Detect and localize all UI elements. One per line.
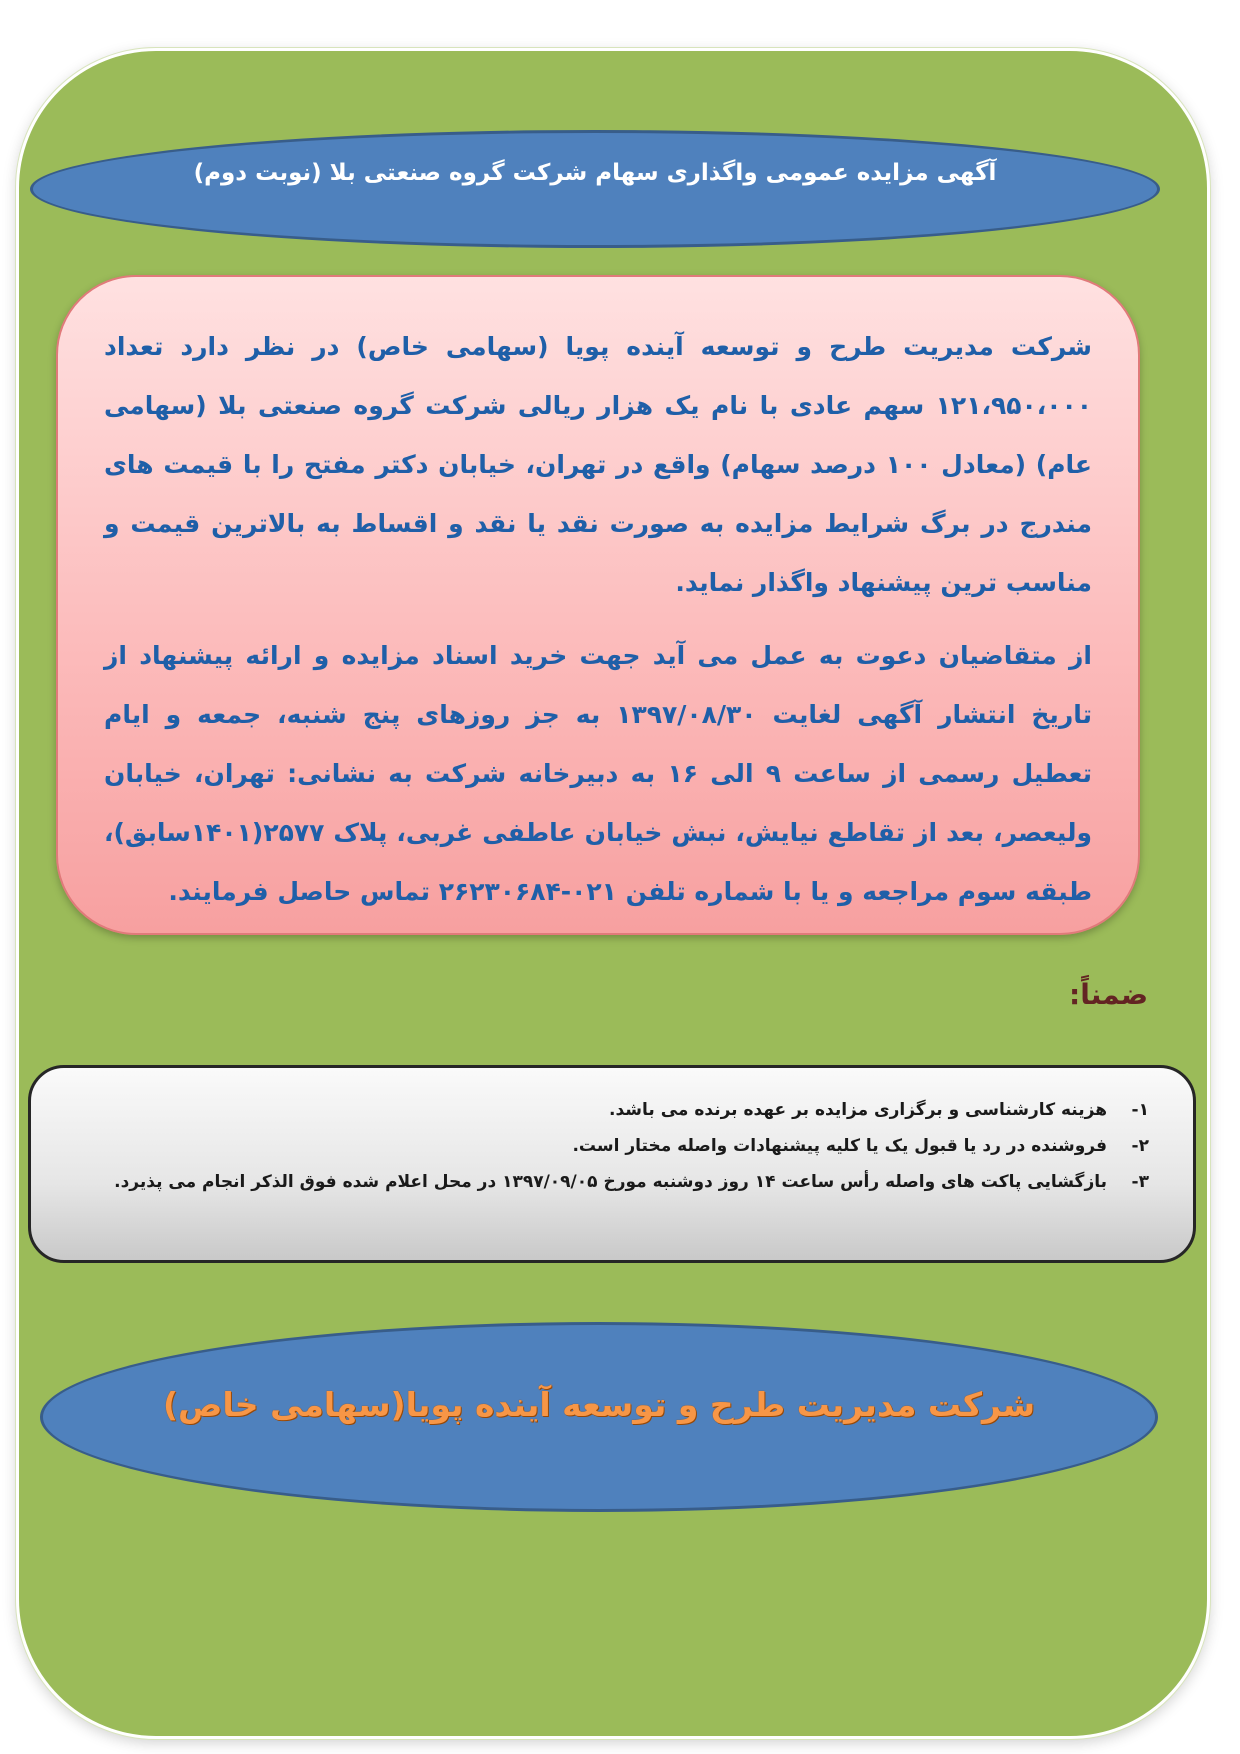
note-number: ۲- xyxy=(1131,1136,1149,1156)
note-number: ۳- xyxy=(1131,1172,1149,1192)
note-text: بازگشایی پاکت های واصله رأس ساعت ۱۴ روز دوشنبه مورخ ۱۳۹۷/۰۹/۰۵ در محل اعلام شده فوق الذکر انجام می پذیرد. xyxy=(114,1172,1107,1192)
note-item xyxy=(61,1164,1149,1200)
announcement-paragraph-2: از متقاضیان دعوت به عمل می آید جهت خرید اسناد مزایده و ارائه پیشنهاد از تاریخ انتشار آگهی لغایت ۱۳۹۷/۰۸/۳۰ به جز روزهای پنج شنبه، جمعه و ایام تعطیل رسمی از ساعت ۹ الی ۱۶ به دبیرخانه شرکت به نشانی: تهران، خیابان ولیعصر، بعد از تقاطع نیایش، نبش خیابان عاطفی غربی، پلاک ۲۵۷۷(۱۴۰۱سابق)، طبقه سوم مراجعه و یا با شماره تلفن ۰۲۱-۲۶۲۳۰۶۸۴ تماس حاصل فرمایند. xyxy=(104,641,1092,906)
note-number: ۱- xyxy=(1131,1100,1149,1120)
page-title: آگهی مزایده عمومی واگذاری سهام شرکت گروه صنعتی بلا (نوبت دوم) xyxy=(193,160,997,186)
announcement-box xyxy=(56,275,1140,935)
note-item xyxy=(61,1092,1149,1128)
notes-heading: ضمناً: xyxy=(1069,978,1148,1011)
note-text: هزینه کارشناسی و برگزاری مزایده بر عهده برنده می باشد. xyxy=(609,1100,1107,1120)
notes-box xyxy=(28,1065,1196,1263)
company-name: شرکت مدیریت طرح و توسعه آینده پویا(سهامی خاص) xyxy=(162,1384,1036,1424)
title-banner xyxy=(30,130,1160,248)
announcement-paragraph-1: شرکت مدیریت طرح و توسعه آینده پویا (سهامی خاص) در نظر دارد تعداد ۱۲۱،۹۵۰،۰۰۰ سهم عادی با نام یک هزار ریالی شرکت گروه صنعتی بلا (سهامی عام) (معادل ۱۰۰ درصد سهام) واقع در تهران، خیابان دکتر مفتح را با قیمت های مندرج در برگ شرایط مزایده به صورت نقد یا نقد و اقساط به بالاترین قیمت و مناسب ترین پیشنهاد واگذار نماید. xyxy=(104,332,1093,597)
footer-banner xyxy=(40,1322,1158,1512)
note-text: فروشنده در رد یا قبول یک یا کلیه پیشنهادات واصله مختار است. xyxy=(572,1136,1107,1156)
note-item xyxy=(61,1128,1149,1164)
